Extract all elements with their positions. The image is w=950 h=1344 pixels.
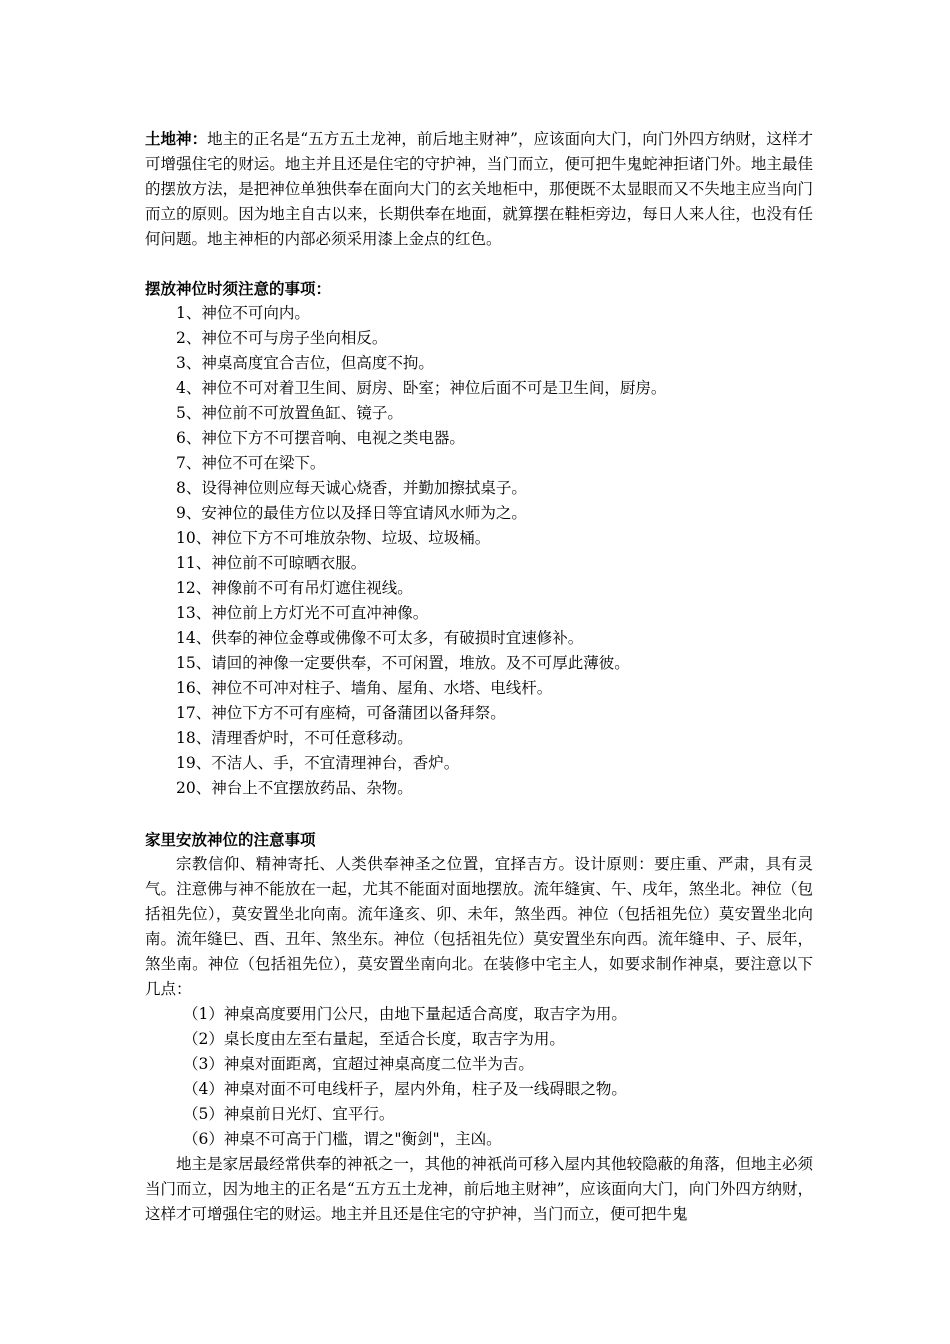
list-item: 14、供奉的神位金尊或佛像不可太多，有破损时宜速修补。 bbox=[176, 629, 584, 647]
placement-notes-list bbox=[145, 301, 813, 801]
home-shrine-intro: 宗教信仰、精神寄托、人类供奉神圣之位置，宜择吉方。设计原则：要庄重、严肃，具有灵气。注意佛与神不能放在一起，尤其不能面对面地摆放。流年缝寅、午、戌年，煞坐北。神位（包括祖先位），莫安置坐北向南。流年逢亥、卯、未年，煞坐西。神位（包括祖先位）莫安置坐北向南。流年缝巳、酉、丑年、煞坐东。神位（包括祖先位）莫安置坐东向西。流年缝申、子、辰年，煞坐南。神位（包括祖先位），莫安置坐南向北。在装修中宅主人，如要求制作神桌，要注意以下几点： bbox=[145, 855, 813, 998]
tudishen-paragraph bbox=[145, 126, 813, 252]
list-item: （4）神桌对面不可电线杆子，屋内外角，柱子及一线碍眼之物。 bbox=[183, 1080, 627, 1098]
home-shrine-heading: 家里安放神位的注意事项 bbox=[145, 830, 316, 849]
list-item: （2）桌长度由左至右量起，至适合长度，取吉字为用。 bbox=[183, 1030, 565, 1048]
spacer bbox=[145, 252, 813, 276]
list-item: 1、神位不可向内。 bbox=[176, 304, 310, 322]
list-item: 12、神像前不可有吊灯遮住视线。 bbox=[176, 579, 413, 597]
list-item: 13、神位前上方灯光不可直冲神像。 bbox=[176, 604, 429, 622]
list-item: 4、神位不可对着卫生间、厨房、卧室；神位后面不可是卫生间，厨房。 bbox=[176, 379, 667, 397]
tudishen-label: 土地神： bbox=[145, 129, 208, 148]
list-item: 20、神台上不宜摆放药品、杂物。 bbox=[176, 779, 413, 797]
list-item: 6、神位下方不可摆音响、电视之类电器。 bbox=[176, 429, 465, 447]
placement-notes-heading: 摆放神位时须注意的事项： bbox=[145, 279, 332, 298]
list-item: 10、神位下方不可堆放杂物、垃圾、垃圾桶。 bbox=[176, 529, 491, 547]
document-page bbox=[145, 126, 813, 1227]
list-item: 5、神位前不可放置鱼缸、镜子。 bbox=[176, 404, 403, 422]
list-item: 8、设得神位则应每天诚心烧香，并勤加擦拭桌子。 bbox=[176, 479, 527, 497]
closing-paragraph: 地主是家居最经常供奉的神祇之一，其他的神祇尚可移入屋内其他较隐蔽的角落，但地主必须当门而立，因为地主的正名是“五方五土龙神，前后地主财神”，应该面向大门，向门外四方纳财，这样才可增强住宅的财运。地主并且还是住宅的守护神，当门而立，便可把牛鬼 bbox=[145, 1155, 813, 1223]
list-item: 15、请回的神像一定要供奉，不可闲置，堆放。及不可厚此薄彼。 bbox=[176, 654, 630, 672]
list-item: 7、神位不可在梁下。 bbox=[176, 454, 326, 472]
list-item: （1）神桌高度要用门公尺，由地下量起适合高度，取吉字为用。 bbox=[183, 1005, 627, 1023]
list-item: 17、神位下方不可有座椅，可备蒲团以备拜祭。 bbox=[176, 704, 506, 722]
list-item: （3）神桌对面距离，宜超过神桌高度二位半为吉。 bbox=[183, 1055, 534, 1073]
list-item: 2、神位不可与房子坐向相反。 bbox=[176, 329, 388, 347]
list-item: 19、不洁人、手，不宜清理神台，香炉。 bbox=[176, 754, 460, 772]
spacer bbox=[145, 801, 813, 827]
list-item: 18、清理香炉时，不可任意移动。 bbox=[176, 729, 413, 747]
list-item: （6）神桌不可高于门槛，谓之"衡剑"，主凶。 bbox=[183, 1130, 502, 1148]
shrine-table-list bbox=[145, 1002, 813, 1152]
list-item: 9、安神位的最佳方位以及择日等宜请风水师为之。 bbox=[176, 504, 527, 522]
list-item: 16、神位不可冲对柱子、墙角、屋角、水塔、电线杆。 bbox=[176, 679, 553, 697]
list-item: （5）神桌前日光灯、宜平行。 bbox=[183, 1105, 395, 1123]
list-item: 11、神位前不可晾晒衣服。 bbox=[176, 554, 367, 572]
list-item: 3、神桌高度宜合吉位，但高度不拘。 bbox=[176, 354, 434, 372]
tudishen-text: 地主的正名是“五方五土龙神，前后地主财神”，应该面向大门，向门外四方纳财，这样才可增强住宅的财运。地主并且还是住宅的守护神，当门而立，便可把牛鬼蛇神拒诸门外。地主最佳的摆放方法，是把神位单独供奉在面向大门的玄关地柜中，那便既不太显眼而又不失地主应当向门而立的原则。因为地主自古以来，长期供奉在地面，就算摆在鞋柜旁边，每日人来人往，也没有任何问题。地主神柜的内部必须采用漆上金点的红色。 bbox=[145, 130, 813, 248]
